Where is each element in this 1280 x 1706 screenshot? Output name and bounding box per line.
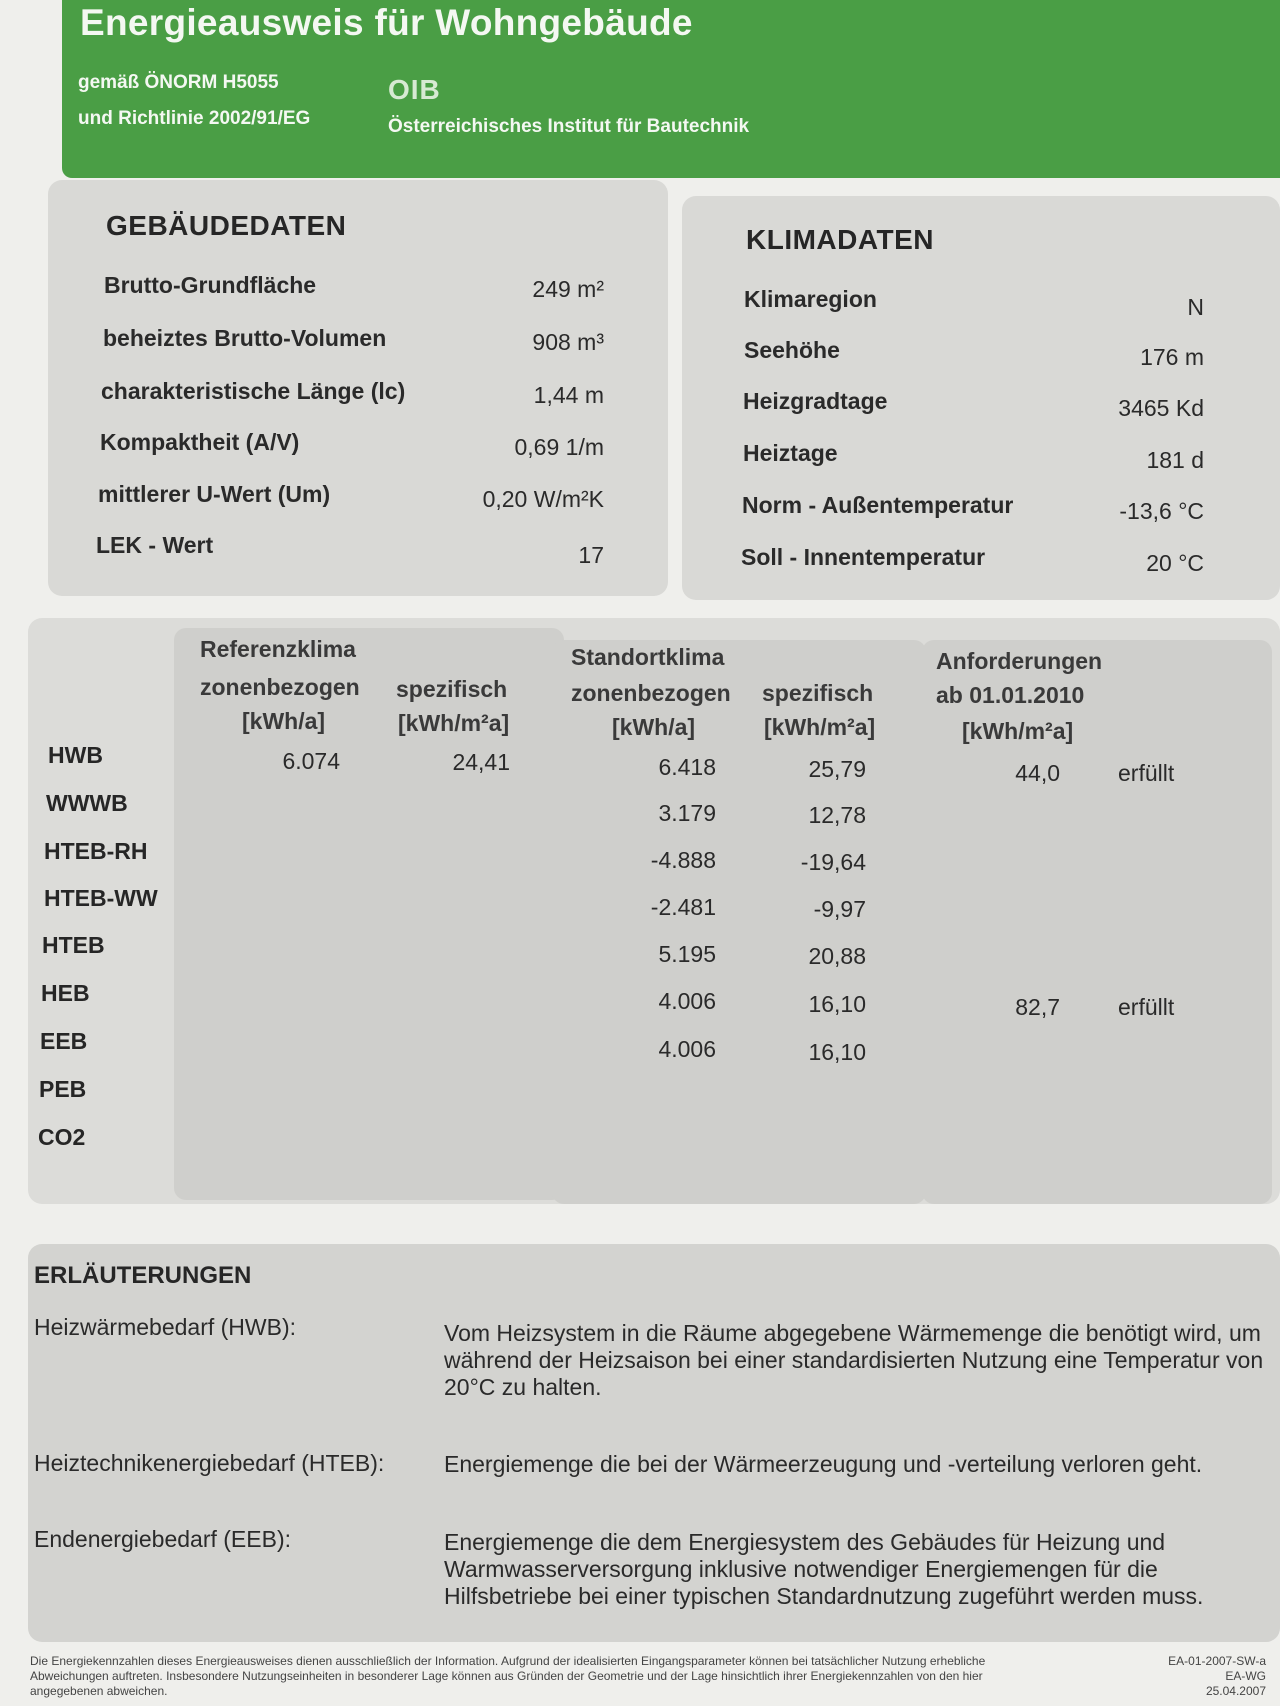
- hteb-rh-std-spez: -19,64: [800, 849, 866, 875]
- hwb-anforderung: 44,0: [1015, 760, 1060, 786]
- footer-disclaimer: Die Energiekennzahlen dieses Energieausweises dienen ausschließlich der Information. Aufgrund der idealisierten Eingangsparameter können bei tatsächlicher Nutzung erhebliche Abweichungen auftreten. Insbesondere Nutzungseinheiten in besonderer Lage können aus Gründen der Geometrie und der Lage hinsichtlich ihrer Energiekennzahlen von den hier angegebenen abweichen.: [30, 1654, 986, 1698]
- anforderungen-date: ab 01.01.2010: [936, 682, 1085, 708]
- ref-spezifisch-unit: [kWh/m²a]: [398, 710, 510, 736]
- char-laenge-value: 1,44 m: [533, 382, 604, 408]
- definition-eeb: Energiemenge die dem Energiesystem des Gebäudes für Heizung und Warmwasserversorgung inklusive notwendiger Energiemengen für die Hilfsbetriebe bei einer typischen Standardnutzung zugeführt werden muss.: [444, 1529, 1204, 1609]
- seehoehe-value: 176 m: [1140, 344, 1204, 370]
- klimadaten-heading: KLIMADATEN: [746, 224, 935, 255]
- anforderungen-title: Anforderungen: [936, 648, 1103, 674]
- heiztage-value: 181 d: [1146, 447, 1204, 473]
- brutto-grundflaeche-value: 249 m²: [532, 276, 604, 302]
- wwwb-std-zon: 3.179: [658, 800, 716, 826]
- hteb-std-zon: 5.195: [658, 941, 716, 967]
- energiekennzahlen-table: [28, 618, 1280, 1204]
- norm-aussentemperatur-label: Norm - Außentemperatur: [742, 492, 1014, 518]
- hteb-rh-std-zon: -4.888: [650, 847, 716, 873]
- row-label-hwb: HWB: [48, 742, 103, 768]
- gebaeudedaten-heading: GEBÄUDEDATEN: [106, 210, 347, 241]
- ref-zonenbezogen-header: zonenbezogen: [200, 674, 360, 700]
- std-spezifisch-unit: [kWh/m²a]: [764, 714, 876, 740]
- char-laenge-label: charakteristische Länge (lc): [101, 378, 406, 404]
- eeb-std-zon: 4.006: [658, 1036, 716, 1062]
- definition-hteb: Energiemenge die bei der Wärmeerzeugung und -verteilung verloren geht.: [444, 1451, 1203, 1477]
- form-code-2: EA-WG: [1225, 1669, 1266, 1683]
- gebaeudedaten-panel: [48, 180, 668, 596]
- heizgradtage-value: 3465 Kd: [1118, 395, 1204, 421]
- hwb-ref-zon: 6.074: [282, 748, 340, 774]
- hwb-std-spez: 25,79: [808, 756, 866, 782]
- anforderungen-unit: [kWh/m²a]: [962, 718, 1074, 744]
- row-label-co2: CO2: [38, 1124, 86, 1150]
- institute-name: Österreichisches Institut für Bautechnik: [388, 116, 750, 137]
- lek-wert-label: LEK - Wert: [96, 532, 214, 558]
- brutto-grundflaeche-label: Brutto-Grundfläche: [104, 272, 317, 298]
- kompaktheit-value: 0,69 1/m: [514, 434, 604, 460]
- u-wert-value: 0,20 W/m²K: [482, 486, 604, 512]
- row-label-peb: PEB: [39, 1076, 87, 1102]
- brutto-volumen-value: 908 m³: [532, 329, 604, 355]
- footer-form-code: [1126, 1654, 1266, 1699]
- std-spezifisch-header: spezifisch: [762, 680, 874, 706]
- soll-innentemperatur-label: Soll - Innentemperatur: [741, 544, 986, 570]
- directive-reference: und Richtlinie 2002/91/EG: [78, 108, 311, 129]
- ref-zonenbezogen-unit: [kWh/a]: [242, 708, 326, 734]
- std-zonenbezogen-unit: [kWh/a]: [612, 714, 696, 740]
- standortklima-title: Standortklima: [571, 644, 725, 670]
- seehoehe-label: Seehöhe: [744, 337, 840, 363]
- heb-status: erfüllt: [1118, 994, 1175, 1020]
- row-label-eeb: EEB: [40, 1028, 88, 1054]
- form-code-1: EA-01-2007-SW-a: [1168, 1654, 1266, 1668]
- wwwb-std-spez: 12,78: [808, 802, 866, 828]
- row-label-heb: HEB: [41, 980, 90, 1006]
- klimadaten-panel: [682, 196, 1280, 600]
- hteb-ww-std-zon: -2.481: [650, 894, 716, 920]
- erlaeuterungen-heading: ERLÄUTERUNGEN: [34, 1262, 252, 1289]
- norm-reference: gemäß ÖNORM H5055: [78, 72, 279, 93]
- klimaregion-label: Klimaregion: [744, 286, 877, 312]
- term-eeb: Endenergiebedarf (EEB):: [34, 1526, 291, 1552]
- document-title: Energieausweis für Wohngebäude: [80, 2, 693, 43]
- term-hwb: Heizwärmebedarf (HWB):: [34, 1314, 296, 1340]
- row-label-hteb: HTEB: [42, 932, 105, 958]
- hteb-ww-std-spez: -9,97: [813, 896, 866, 922]
- hwb-status: erfüllt: [1118, 760, 1175, 786]
- soll-innentemperatur-value: 20 °C: [1146, 550, 1204, 576]
- heizgradtage-label: Heizgradtage: [743, 388, 888, 414]
- row-label-wwwb: WWWB: [46, 790, 128, 816]
- u-wert-label: mittlerer U-Wert (Um): [98, 481, 331, 507]
- hteb-std-spez: 20,88: [808, 943, 866, 969]
- definition-hwb: Vom Heizsystem in die Räume abgegebene Wärmemenge die benötigt wird, um während der Heizsaison bei einer standardisierten Nutzung eine Temperatur von 20°C zu halten.: [444, 1320, 1264, 1400]
- lek-wert-value: 17: [578, 542, 604, 568]
- erlaeuterungen-panel: [28, 1244, 1280, 1642]
- referenzklima-title: Referenzklima: [200, 636, 356, 662]
- heiztage-label: Heiztage: [743, 440, 838, 466]
- hwb-ref-spez: 24,41: [452, 749, 510, 775]
- std-zonenbezogen-header: zonenbezogen: [571, 680, 731, 706]
- klimaregion-value: N: [1187, 294, 1204, 320]
- row-label-hteb-ww: HTEB-WW: [44, 885, 158, 911]
- brutto-volumen-label: beheiztes Brutto-Volumen: [103, 325, 387, 351]
- heb-std-spez: 16,10: [808, 991, 866, 1017]
- header-banner: [62, 0, 1280, 178]
- heb-anforderung: 82,7: [1015, 994, 1060, 1020]
- term-hteb: Heiztechnikenergiebedarf (HTEB):: [34, 1450, 385, 1476]
- kompaktheit-label: Kompaktheit (A/V): [100, 429, 300, 455]
- row-label-hteb-rh: HTEB-RH: [44, 838, 148, 864]
- form-date: 25.04.2007: [1205, 1684, 1266, 1698]
- norm-aussentemperatur-value: -13,6 °C: [1119, 498, 1204, 524]
- heb-std-zon: 4.006: [658, 988, 716, 1014]
- oib-logo: OIB: [388, 74, 441, 105]
- ref-spezifisch-header: spezifisch: [396, 676, 508, 702]
- hwb-std-zon: 6.418: [658, 754, 716, 780]
- eeb-std-spez: 16,10: [808, 1039, 866, 1065]
